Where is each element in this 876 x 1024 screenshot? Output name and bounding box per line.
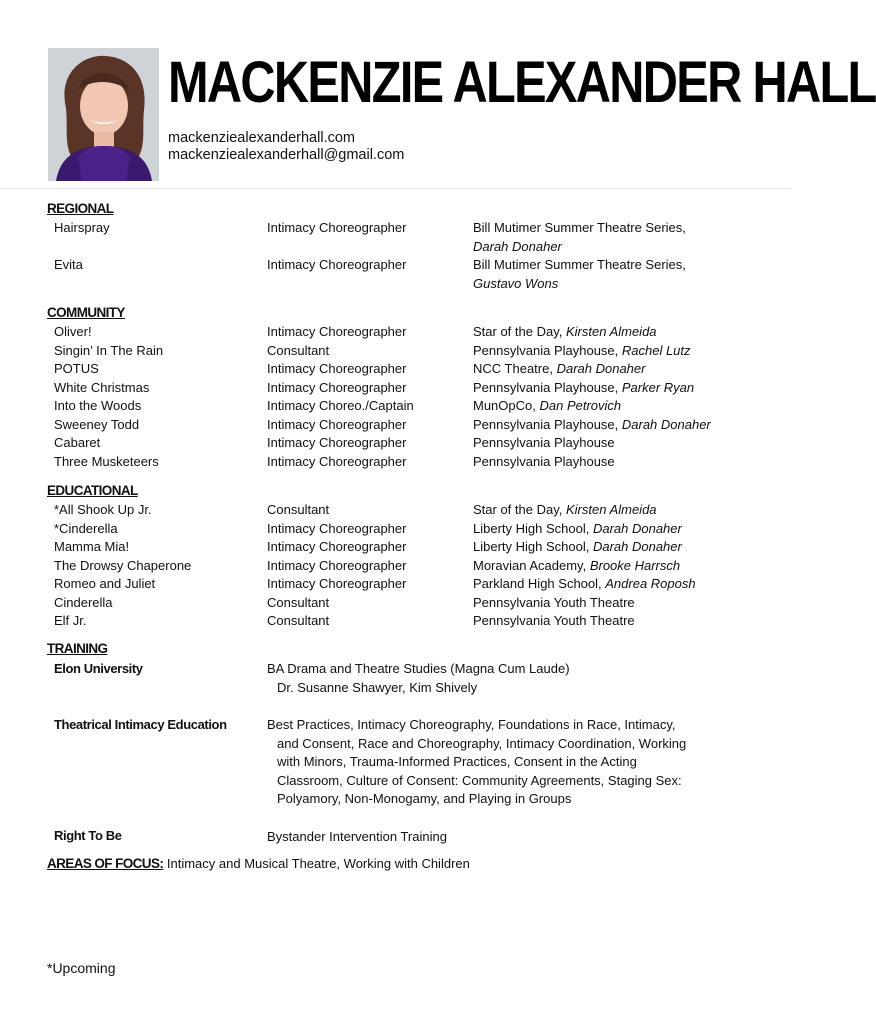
resume-name: MACKENZIE ALEXANDER HALL — [168, 50, 876, 115]
training-details: Best Practices, Intimacy Choreography, Foundations in Race, Intimacy, and Consent, Race and Choreography, Intimacy Coordination, Working with Minors, Trauma-Informed Practices, Consent in the Acting Classroom, Culture of Consent: Community Agreements, Staging Sex: Polyamory, Non-Monogamy, and Playing in Groups — [267, 717, 687, 806]
role: Intimacy Choreographer — [267, 257, 407, 272]
venue: Bill Mutimer Summer Theatre Series, Darah Donaher — [473, 220, 686, 254]
header-divider — [0, 188, 791, 189]
show-title: *All Shook Up Jr. — [54, 502, 152, 517]
areas-of-focus-label: AREAS OF FOCUS: — [47, 856, 164, 871]
section-title-regional: REGIONAL — [47, 201, 114, 216]
role: Consultant — [267, 342, 330, 358]
website-link[interactable]: mackenziealexanderhall.com — [168, 130, 355, 146]
show-title: Cinderella — [54, 594, 113, 610]
director: Kirsten Almeida — [565, 324, 657, 339]
show-title: Oliver! — [54, 324, 92, 339]
director: Dan Petrovich — [539, 398, 622, 413]
director: Parker Ryan — [621, 379, 695, 395]
show-title: *Cinderella — [54, 520, 118, 536]
director: Darah Donaher — [592, 520, 682, 536]
show-title: Mamma Mia! — [54, 539, 130, 554]
section-title-community: COMMUNITY — [47, 305, 125, 320]
show-title: White Christmas — [54, 379, 150, 395]
show-title: Into the Woods — [54, 398, 142, 413]
role: Intimacy Choreographer — [267, 453, 407, 469]
venue: NCC Theatre, Darah Donaher — [473, 361, 646, 376]
training-details: BA Drama and Theatre Studies (Magna Cum Laude) Dr. Susanne Shawyer, Kim Shively — [267, 661, 570, 695]
training-institution: Theatrical Intimacy Education — [54, 717, 227, 732]
role: Intimacy Choreographer — [267, 557, 407, 573]
venue: Pennsylvania Playhouse, Darah Donaher — [473, 416, 711, 432]
venue: Pennsylvania Playhouse — [473, 435, 615, 450]
director: Darah Donaher — [621, 416, 711, 432]
role: Intimacy Choreographer — [267, 520, 407, 536]
training-details: Bystander Intervention Training — [267, 829, 447, 844]
role: Intimacy Choreographer — [267, 324, 407, 339]
headshot-photo — [48, 48, 159, 181]
show-title: Evita — [54, 257, 83, 272]
show-title: Sweeney Todd — [54, 416, 140, 432]
venue: Bill Mutimer Summer Theatre Series, Gustavo Wons — [473, 257, 686, 291]
show-title: POTUS — [54, 361, 99, 376]
venue: Pennsylvania Playhouse, Parker Ryan — [473, 379, 695, 395]
venue: Pennsylvania Youth Theatre — [473, 594, 635, 610]
venue: Star of the Day, Kirsten Almeida — [473, 324, 657, 339]
venue: Liberty High School, Darah Donaher — [473, 520, 682, 536]
role: Consultant — [267, 594, 330, 610]
show-title: Elf Jr. — [54, 613, 87, 628]
areas-of-focus — [47, 856, 470, 871]
role: Consultant — [267, 502, 330, 517]
venue: Star of the Day, Kirsten Almeida — [473, 502, 657, 517]
director: Darah Donaher — [473, 238, 562, 254]
role: Intimacy Choreographer — [267, 435, 407, 450]
role: Intimacy Choreographer — [267, 539, 407, 554]
venue: Parkland High School, Andrea Roposh — [473, 576, 696, 591]
role: Intimacy Choreographer — [267, 361, 407, 376]
director: Brooke Harrsch — [589, 557, 681, 573]
venue: Pennsylvania Playhouse — [473, 453, 615, 469]
section-title-training: TRAINING — [47, 641, 108, 656]
footnote: *Upcoming — [47, 960, 116, 976]
email-link[interactable]: mackenziealexanderhall@gmail.com — [168, 147, 405, 163]
role: Intimacy Choreographer — [267, 220, 407, 235]
areas-of-focus-text: Intimacy and Musical Theatre, Working with Children — [163, 856, 470, 871]
role: Consultant — [267, 613, 330, 628]
contact-info — [168, 130, 404, 164]
show-title: The Drowsy Chaperone — [54, 557, 192, 573]
venue: Pennsylvania Youth Theatre — [473, 613, 635, 628]
director: Kirsten Almeida — [565, 502, 657, 517]
role: Intimacy Choreographer — [267, 379, 407, 395]
director: Darah Donaher — [592, 539, 682, 554]
training-institution: Right To Be — [54, 828, 122, 843]
show-title: Hairspray — [54, 220, 110, 235]
show-title: Three Musketeers — [54, 453, 159, 469]
venue: MunOpCo, Dan Petrovich — [473, 398, 622, 413]
venue: Liberty High School, Darah Donaher — [473, 539, 682, 554]
venue: Moravian Academy, Brooke Harrsch — [473, 557, 681, 573]
director: Rachel Lutz — [621, 342, 691, 358]
director: Andrea Roposh — [605, 576, 696, 591]
venue: Pennsylvania Playhouse, Rachel Lutz — [473, 342, 691, 358]
role: Intimacy Choreographer — [267, 576, 407, 591]
director: Gustavo Wons — [473, 275, 559, 291]
section-title-educational: EDUCATIONAL — [47, 483, 138, 498]
show-title: Romeo and Juliet — [54, 576, 156, 591]
director: Darah Donaher — [556, 361, 646, 376]
show-title: Cabaret — [54, 435, 101, 450]
role: Intimacy Choreo./Captain — [267, 398, 414, 413]
training-institution: Elon University — [54, 661, 143, 676]
role: Intimacy Choreographer — [267, 416, 407, 432]
show-title: Singin’ In The Rain — [54, 342, 164, 358]
